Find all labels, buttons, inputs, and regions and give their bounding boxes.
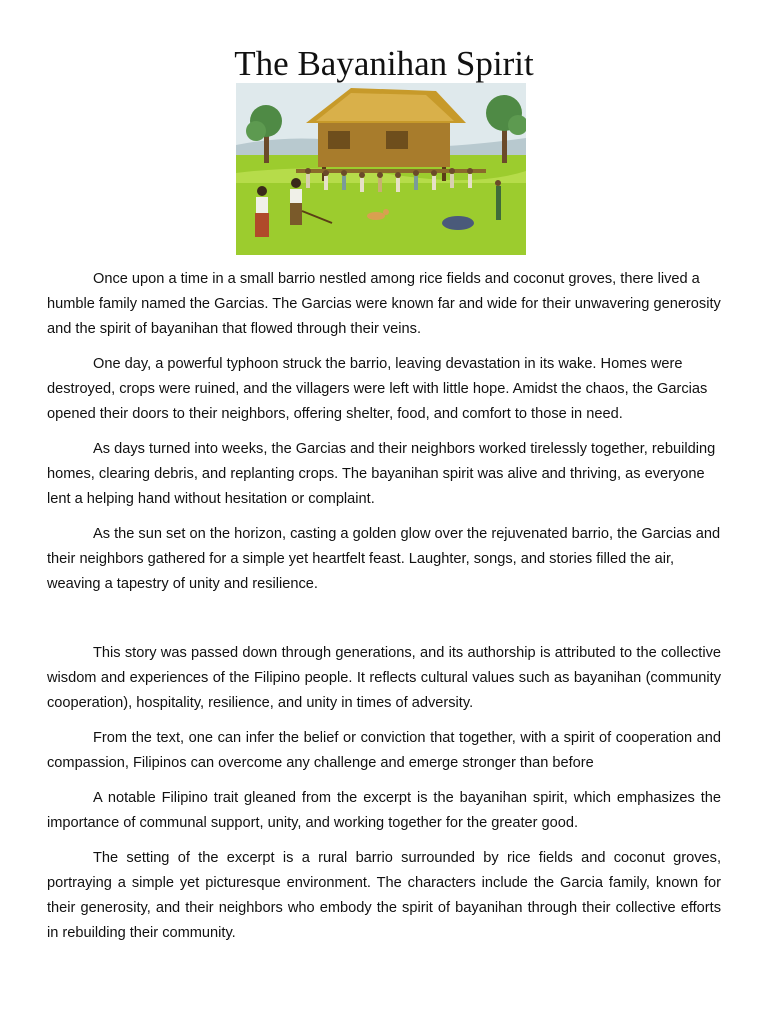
page-title: The Bayanihan Spirit [234, 44, 534, 83]
bayanihan-illustration [236, 83, 526, 255]
woman-skirt [255, 213, 269, 237]
bayanihan-house-moving-illustration [236, 83, 526, 255]
analysis-paragraph: This story was passed down through generations, and its authorship is attributed to the collective wisdom and experiences of the Filipino people. It reflects cultural values such as bayanihan (community cooperation), hospitality, resilience, and unity in times of adversity. [47, 645, 721, 711]
rock [442, 216, 474, 230]
story-paragraph: Once upon a time in a small barrio nestled among rice fields and coconut groves, there lived a humble family named the Garcias. The Garcias were known far and wide for their unwavering generosity and the spirit of bayanihan that flowed through their veins. [47, 271, 721, 337]
dog [367, 212, 385, 220]
analysis-paragraph: From the text, one can infer the belief or conviction that together, with a spirit of cooperation and compassion, Filipinos can overcome any challenge and emerge stronger than before [47, 730, 721, 771]
story-paragraph: One day, a powerful typhoon struck the barrio, leaving devastation in its wake. Homes were destroyed, crops were ruined, and the villagers were left with little hope. Amidst the chaos, the Garcias opened their doors to their neighbors, offering shelter, food, and comfort to those in need. [47, 356, 708, 422]
story-paragraph: As days turned into weeks, the Garcias and their neighbors worked tirelessly together, rebuilding homes, clearing debris, and replanting crops. The bayanihan spirit was alive and thriving, as everyone lent a helping hand without hesitation or complaint. [47, 441, 716, 507]
section-spacer [47, 607, 721, 641]
analysis-paragraph: A notable Filipino trait gleaned from the excerpt is the bayanihan spirit, which emphasizes the importance of communal support, unity, and working together for the greater good. [47, 790, 721, 831]
document-body [47, 267, 721, 956]
story-paragraph: As the sun set on the horizon, casting a golden glow over the rejuvenated barrio, the Garcias and their neighbors gathered for a simple yet heartfelt feast. Laughter, songs, and stories filled the air, weaving a tapestry of unity and resilience. [47, 526, 721, 592]
analysis-paragraph: The setting of the excerpt is a rural barrio surrounded by rice fields and coconut groves, portraying a simple yet picturesque environment. The characters include the Garcia family, known for their generosity, and their neighbors who embody the spirit of bayanihan through their collective efforts in rebuilding their community. [47, 850, 721, 941]
